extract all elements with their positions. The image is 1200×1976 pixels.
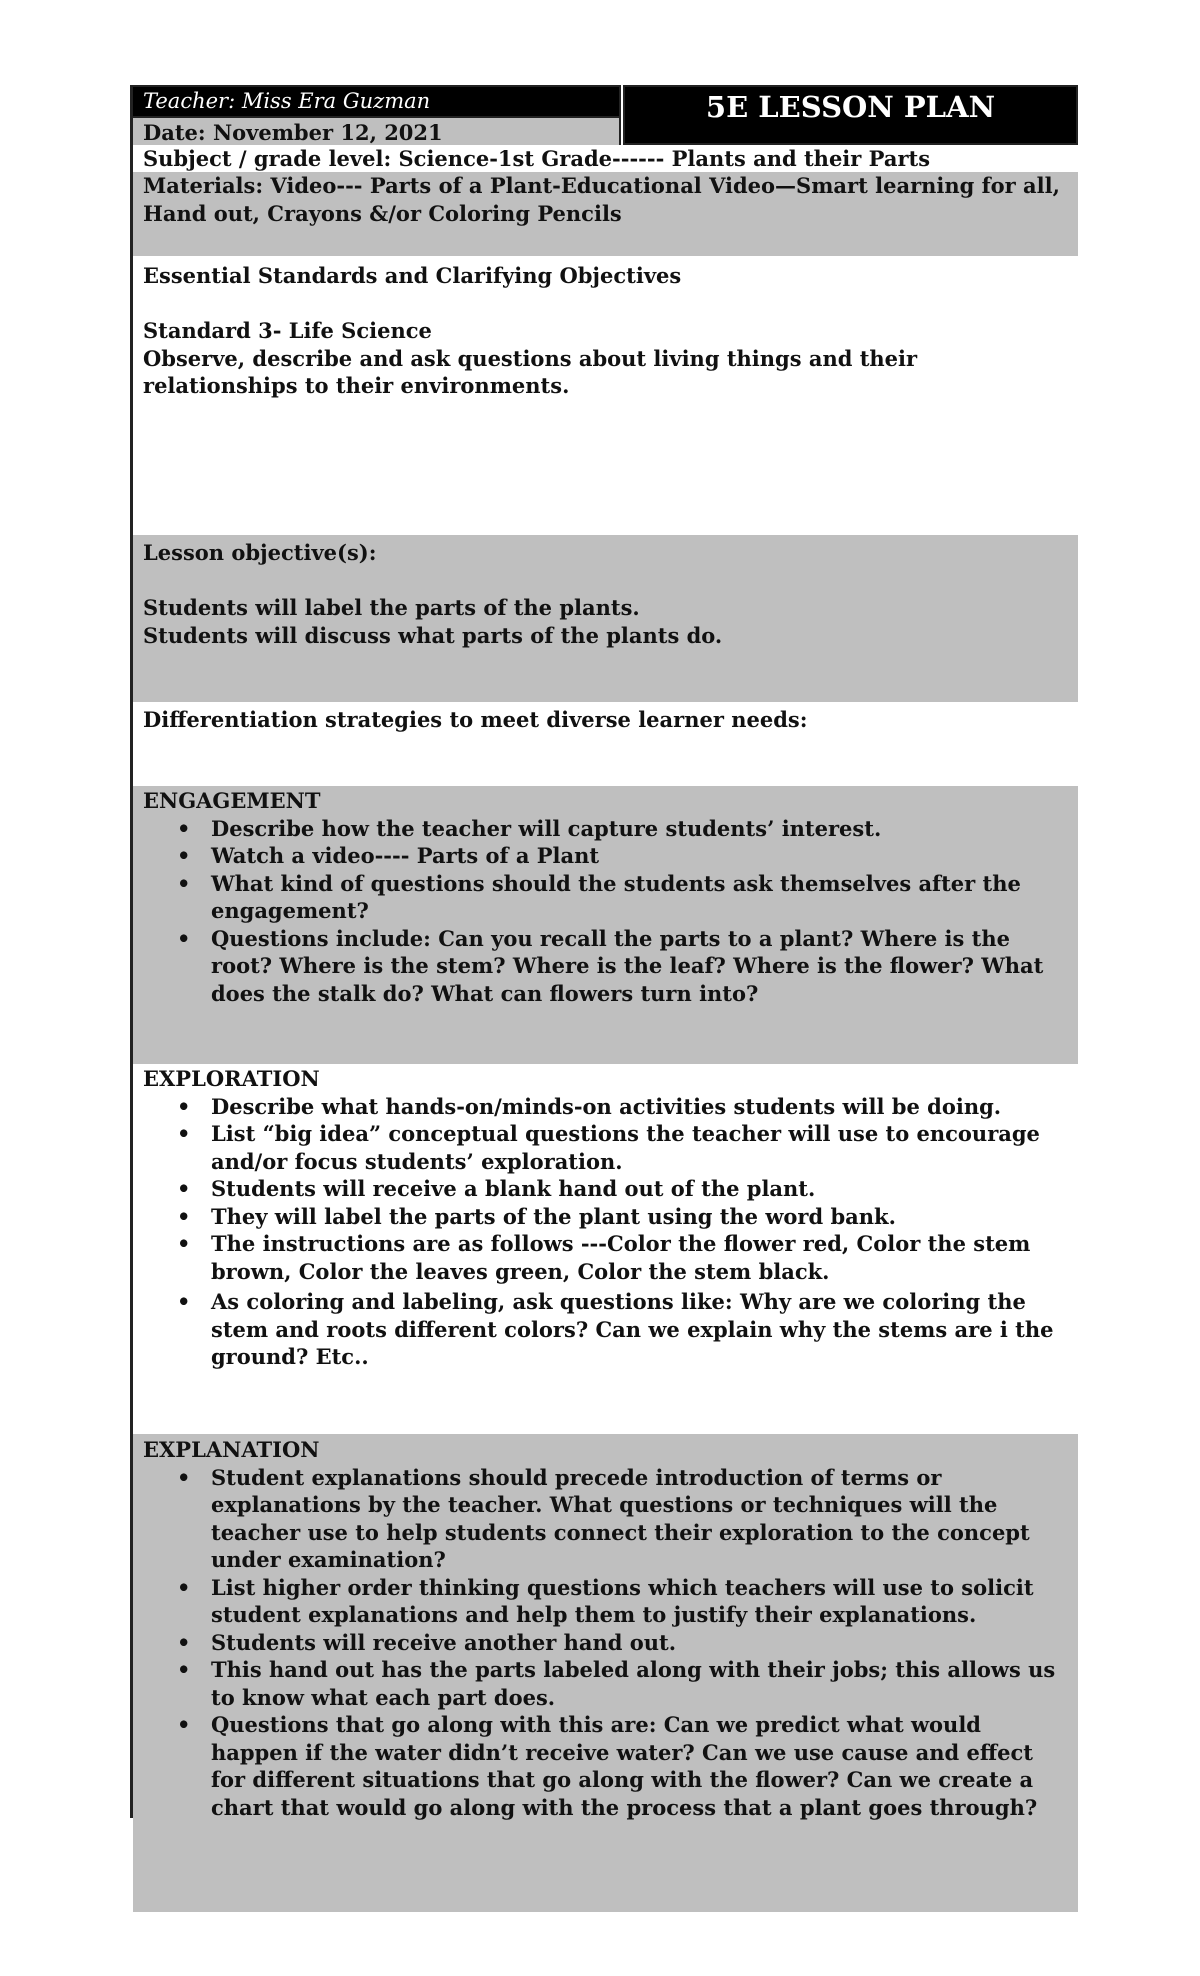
subject-row <box>133 145 1078 172</box>
differentiation-section <box>133 702 1078 786</box>
teacher-name: Teacher: Miss Era Guzman <box>133 87 619 118</box>
list-item-text: Questions that go along with this are: Can we predict what would happen if the water didn’t receive water? Can we use cause and effect for different situations that go along with the flower? Can we create a chart that would go along with the process that a plant goes through? <box>211 1712 1038 1820</box>
explanation-list <box>143 1464 1068 1822</box>
bullet-icon: • <box>177 1121 191 1146</box>
list-item-text: As coloring and labeling, ask questions like: Why are we coloring the stem and roots different colors? Can we explain why the stems are i the ground? Etc.. <box>211 1289 1054 1369</box>
list-item-text: Describe how the teacher will capture students’ interest. <box>211 815 882 841</box>
materials-section <box>133 172 1078 256</box>
list-item <box>143 1629 1068 1657</box>
list-item <box>143 842 1068 870</box>
list-item <box>143 1203 1068 1231</box>
bullet-icon: • <box>177 1657 191 1682</box>
list-item <box>143 870 1068 925</box>
list-item <box>143 1093 1068 1121</box>
exploration-section <box>133 1064 1078 1434</box>
document-title: 5E LESSON PLAN <box>623 85 1078 145</box>
standard-description: Observe, describe and ask questions about living things and their relationships to their environments. <box>143 345 918 398</box>
list-item-text: The instructions are as follows ---Color the flower red, Color the stem brown, Color the leaves green, Color the stem black. <box>211 1231 1031 1284</box>
list-item-text: Student explanations should precede introduction of terms or explanations by the teacher. What questions or techniques will the teacher use to help students connect their exploration to the concept under examination? <box>211 1464 1030 1572</box>
list-item-text: They will label the parts of the plant using the word bank. <box>211 1203 896 1229</box>
engagement-heading: ENGAGEMENT <box>143 788 321 813</box>
bullet-icon: • <box>177 870 191 896</box>
engagement-list <box>143 815 1068 1008</box>
exploration-heading: EXPLORATION <box>143 1066 320 1091</box>
lesson-date: Date: November 12, 2021 <box>133 118 619 145</box>
list-item <box>143 1711 1068 1821</box>
list-item <box>143 1120 1068 1175</box>
list-item-text: This hand out has the parts labeled along with their jobs; this allows us to know what each part does. <box>211 1657 1056 1710</box>
list-item <box>143 925 1068 1008</box>
header-info <box>133 85 621 145</box>
standard-title: Standard 3- Life Science <box>143 318 432 343</box>
exploration-list <box>143 1093 1068 1371</box>
bullet-icon: • <box>177 1629 191 1655</box>
list-item-text: List higher order thinking questions which teachers will use to solicit student explanations and help them to justify their explanations. <box>211 1574 1034 1627</box>
bullet-icon: • <box>177 1093 191 1119</box>
bullet-icon: • <box>177 1203 191 1229</box>
objectives-section <box>133 535 1078 702</box>
lesson-plan-table <box>130 85 1078 1818</box>
list-item-text: Students will receive another hand out. <box>211 1629 677 1655</box>
engagement-section <box>133 786 1078 1064</box>
bullet-icon: • <box>177 1176 191 1201</box>
objective-item: Students will label the parts of the plants. <box>143 595 640 620</box>
list-item <box>143 1288 1068 1371</box>
differentiation-heading: Differentiation strategies to meet diverse learner needs: <box>143 707 808 732</box>
list-item-text: List “big idea” conceptual questions the teacher will use to encourage and/or focus students’ exploration. <box>211 1121 1040 1174</box>
list-item-text: Students will receive a blank hand out of the plant. <box>211 1176 816 1201</box>
explanation-section <box>133 1434 1078 1912</box>
list-item-text: Questions include: Can you recall the parts to a plant? Where is the root? Where is the stem? Where is the leaf? Where is the flower? What does the stalk do? What can flowers turn into? <box>211 925 1044 1006</box>
objective-item: Students will discuss what parts of the plants do. <box>143 622 723 648</box>
explanation-heading: EXPLANATION <box>143 1437 320 1462</box>
subject-text: Subject / grade level: Science-1st Grade------ Plants and their Parts <box>143 146 931 171</box>
bullet-icon: • <box>177 1574 191 1600</box>
bullet-icon: • <box>177 815 191 841</box>
list-item <box>143 1464 1068 1574</box>
bullet-icon: • <box>177 1712 191 1737</box>
bullet-icon: • <box>177 1464 191 1490</box>
list-item <box>143 1656 1068 1711</box>
list-item-text: What kind of questions should the students ask themselves after the engagement? <box>211 870 1021 923</box>
list-item <box>143 1574 1068 1629</box>
bullet-icon: • <box>177 843 191 868</box>
list-item <box>143 815 1068 843</box>
materials-text: Materials: Video--- Parts of a Plant-Educational Video—Smart learning for all, Hand out, Crayons &/or Coloring Pencils <box>143 173 1060 226</box>
list-item-text: Describe what hands-on/minds-on activities students will be doing. <box>211 1093 1002 1119</box>
bullet-icon: • <box>177 1289 191 1314</box>
list-item <box>143 1230 1068 1285</box>
bullet-icon: • <box>177 1231 191 1256</box>
list-item-text: Watch a video---- Parts of a Plant <box>211 843 600 868</box>
bullet-icon: • <box>177 925 191 951</box>
list-item <box>143 1175 1068 1203</box>
standards-heading: Essential Standards and Clarifying Objectives <box>143 263 682 288</box>
standards-section <box>133 256 1078 535</box>
objectives-heading: Lesson objective(s): <box>143 540 377 565</box>
